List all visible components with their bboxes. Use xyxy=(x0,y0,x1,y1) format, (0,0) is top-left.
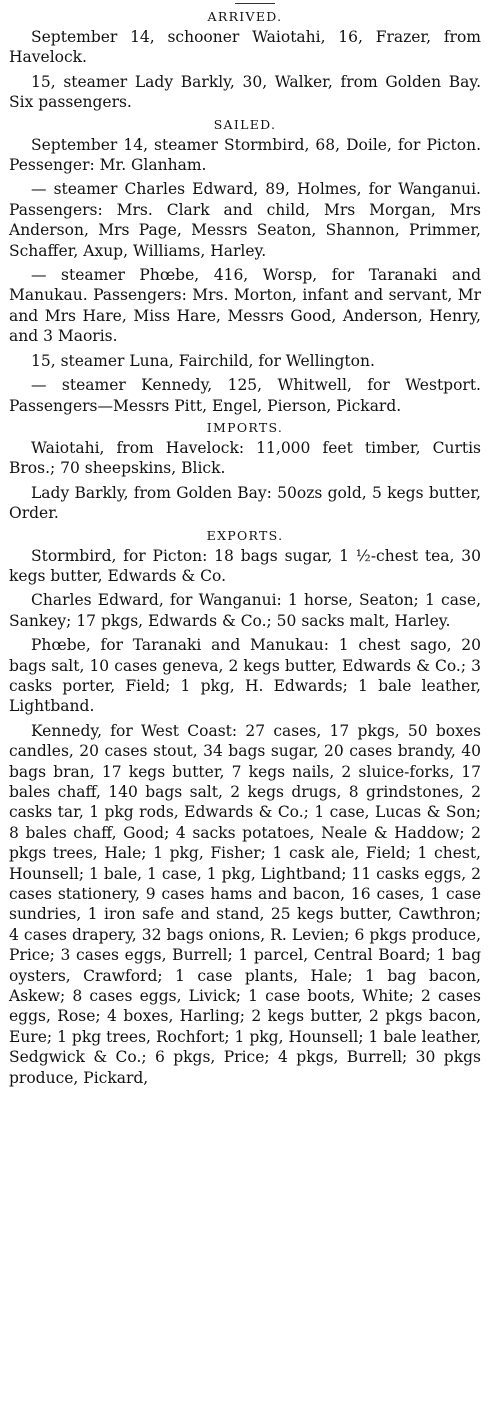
imports-entry-1: Waiotahi, from Havelock: 11,000 feet timber, Curtis Bros.; 70 sheepskins, Blick. xyxy=(9,438,481,478)
sailed-entry-3: — steamer Phœbe, 416, Worsp, for Taranaki and Manukau. Passengers: Mrs. Morton, infant and servant, Mr and Mrs Hare, Miss Hare, Messrs Good, Anderson, Henry, and 3 Maoris. xyxy=(9,266,481,346)
sailed-entry-2: — steamer Charles Edward, 89, Holmes, for Wanganui. Passengers: Mrs. Clark and child, Mrs Morgan, Mrs Anderson, Mrs Page, Messrs Seaton, Shannon, Primmer, Schaffer, Axup, Williams, Harley. xyxy=(9,180,481,260)
exports-entry-1: Stormbird, for Picton: 18 bags sugar, 1 ½-chest tea, 30 kegs butter, Edwards & Co. xyxy=(9,546,481,585)
heading-imports: IMPORTS. xyxy=(206,419,284,435)
arrived-entry-1: September 14, schooner Waiotahi, 16, Frazer, from Havelock. xyxy=(9,28,481,67)
sailed-entry-1: September 14, steamer Stormbird, 68, Doile, for Picton. Pessenger: Mr. Glanham. xyxy=(9,135,481,175)
heading-exports: EXPORTS. xyxy=(206,527,284,543)
exports-entry-4: Kennedy, for West Coast: 27 cases, 17 pkgs, 50 boxes candles, 20 cases stout, 34 bags sugar, 20 cases brandy, 40 bags bran, 17 kegs butter, 7 kegs nails, 2 sluice-forks, 17 bales chaff, 140 bags salt, 2 kegs drugs, 8 grindstones, 2 casks tar, 1 pkg rods, Edwards & Co.; 1 case, Lucas & Son; 8 bales chaff, Good; 4 sacks potatoes, Neale & Haddow; 2 pkgs trees, Hale; 1 pkg, Fisher; 1 cask ale, Field; 1 chest, Hounsell; 1 bale, 1 case, 1 pkg, Lightband; 11 casks eggs, 2 cases stationery, 9 cases hams and bacon, 16 cases, 1 case sundries, 1 iron safe and stand, 25 kegs butter, Cawthron; 4 cases drapery, 32 bags onions, R. Levien; 6 pkgs produce, Price; 3 cases eggs, Burrell; 1 parcel, Central Board; 1 bag oysters, Crawford; 1 case plants, Hale; 1 bag bacon, Askew; 8 cases eggs, Livick; 1 case boots, White; 2 cases eggs, Rose; 4 boxes, Harling; 2 kegs butter, 2 pkgs bacon, Eure; 1 pkg trees, Rochfort; 1 pkg, Hounsell; 1 bale leather, Sedgwick & Co.; 6 pkgs, Price; 4 pkgs, Burrell; 30 pkgs produce, Pickard, xyxy=(9,721,481,1087)
heading-arrived: ARRIVED. xyxy=(207,9,283,24)
exports-entry-3: Phœbe, for Taranaki and Manukau: 1 chest sago, 20 bags salt, 10 cases geneva, 2 kegs butter, Edwards & Co.; 3 casks porter, Field; 1 pkg, H. Edwards; 1 bale leather, Lightband. xyxy=(9,636,481,716)
sailed-entry-4: 15, steamer Luna, Fairchild, for Wellington. xyxy=(31,351,375,370)
exports-entry-2: Charles Edward, for Wanganui: 1 horse, Seaton; 1 case, Sankey; 17 pkgs, Edwards & Co.; 50 sacks malt, Harley. xyxy=(9,591,481,630)
arrived-entry-2: 15, steamer Lady Barkly, 30, Walker, from Golden Bay. Six passengers. xyxy=(9,72,481,112)
top-rule xyxy=(235,3,275,4)
heading-sailed: SAILED. xyxy=(213,116,277,132)
sailed-entry-5: — steamer Kennedy, 125, Whitwell, for Westport. Passengers—Messrs Pitt, Engel, Pierson, Pickard. xyxy=(9,376,481,415)
imports-entry-2: Lady Barkly, from Golden Bay: 50ozs gold, 5 kegs butter, Order. xyxy=(9,483,481,523)
